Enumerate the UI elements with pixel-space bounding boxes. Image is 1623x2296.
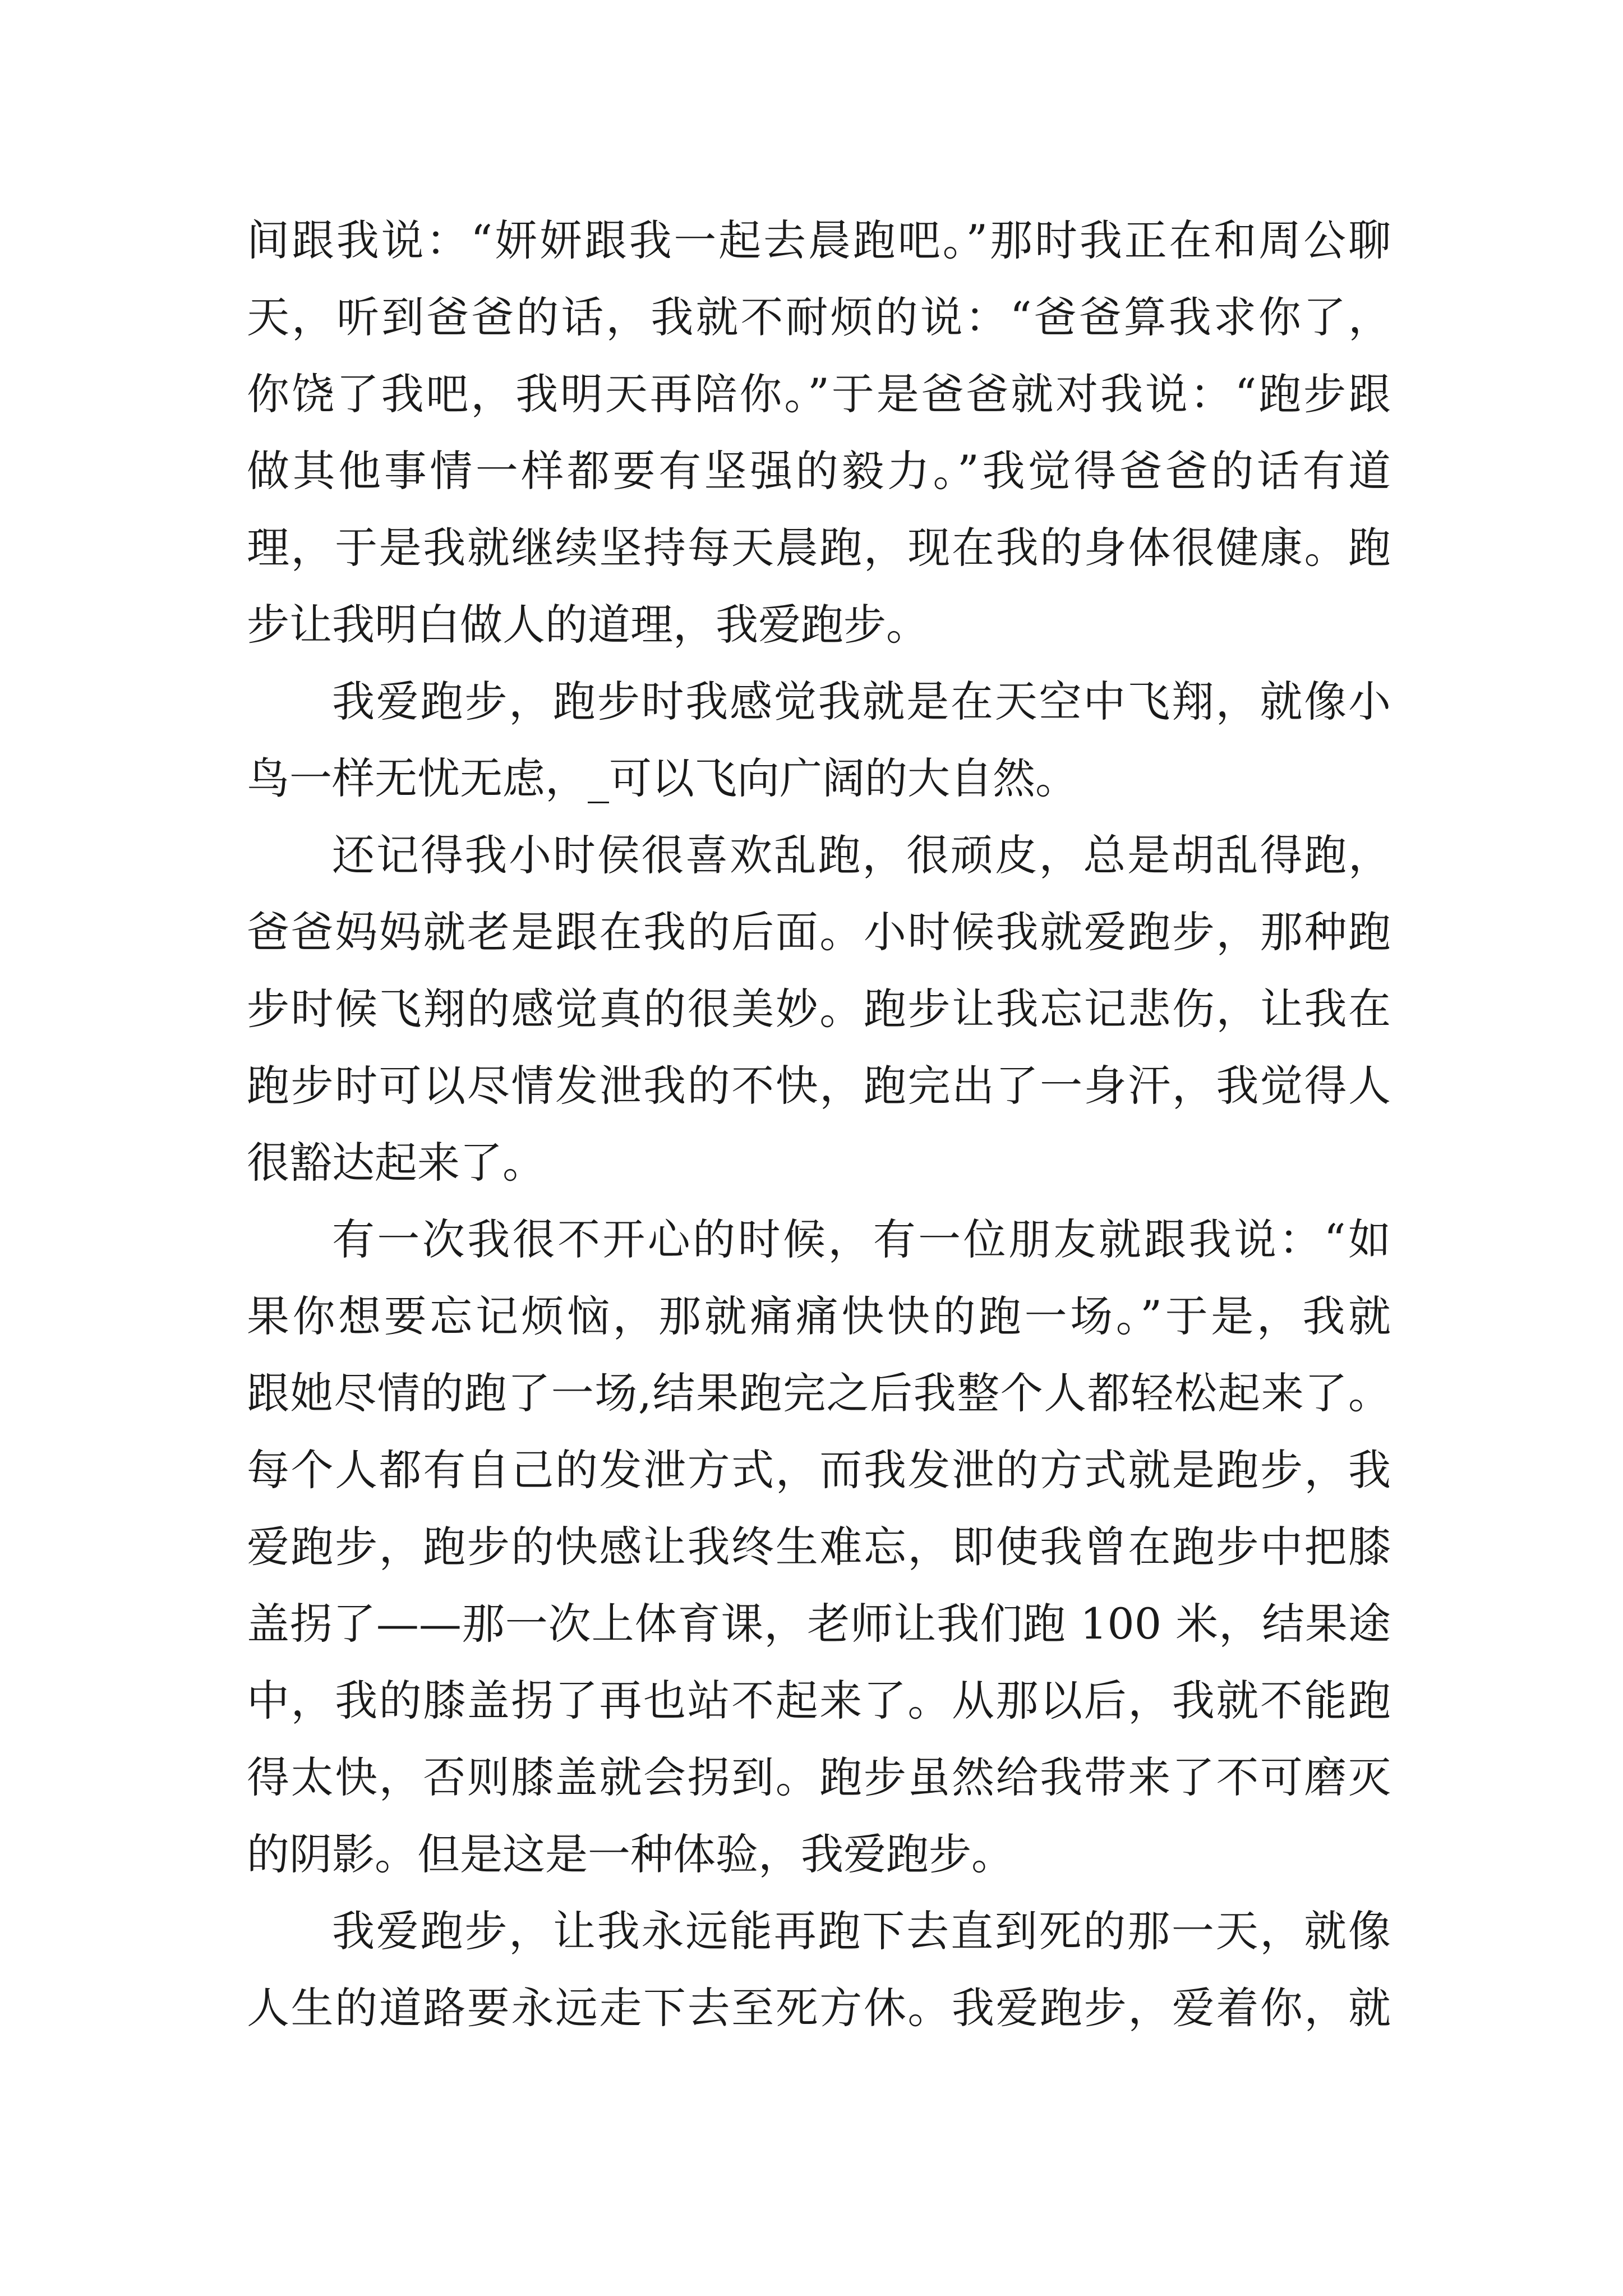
text-line: 间跟我说：“妍妍跟我一起去晨跑吧。”那时我正在和周公聊 — [247, 215, 1391, 265]
text-line: 做其他事情一样都要有坚强的毅力。”我觉得爸爸的话有道 — [247, 446, 1391, 496]
paragraph-first-line: 我爱跑步，让我永远能再跑下去直到死的那一天，就像 — [332, 1906, 1391, 1956]
text-line: 果你想要忘记烦恼，那就痛痛快快的跑一场。”于是，我就 — [247, 1291, 1391, 1341]
text-line: 盖拐了——那一次上体育课，老师让我们跑 100 米，结果途 — [247, 1599, 1391, 1649]
text-line: 步时候飞翔的感觉真的很美妙。跑步让我忘记悲伤，让我在 — [247, 984, 1391, 1034]
text-line: 跑步时可以尽情发泄我的不快，跑完出了一身汗，我觉得人 — [247, 1061, 1391, 1111]
text-line: 跟她尽情的跑了一场,结果跑完之后我整个人都轻松起来了。 — [247, 1368, 1391, 1418]
text-line: 得太快，否则膝盖就会拐到。跑步虽然给我带来了不可磨灭 — [247, 1752, 1391, 1802]
text-line: 理，于是我就继续坚持每天晨跑，现在我的身体很健康。跑 — [247, 523, 1391, 573]
text-line: 人生的道路要永远走下去至死方休。我爱跑步，爱着你，就 — [247, 1983, 1391, 2033]
paragraph-first-line: 有一次我很不开心的时候，有一位朋友就跟我说：“如 — [332, 1214, 1391, 1264]
text-line: 的阴影。但是这是一种体验，我爱跑步。 — [247, 1829, 1014, 1879]
text-line: 你饶了我吧，我明天再陪你。”于是爸爸就对我说：“跑步跟 — [247, 369, 1391, 419]
paragraph-first-line: 我爱跑步，跑步时我感觉我就是在天空中飞翔，就像小 — [332, 677, 1391, 726]
text-line: 中，我的膝盖拐了再也站不起来了。从那以后，我就不能跑 — [247, 1676, 1391, 1726]
text-line: 爸爸妈妈就老是跟在我的后面。小时候我就爱跑步，那种跑 — [247, 907, 1391, 957]
text-line: 很豁达起来了。 — [247, 1138, 545, 1188]
text-line: 鸟一样无忧无虑，_可以飞向广阔的大自然。 — [247, 753, 1078, 803]
essay-body — [247, 202, 1391, 2046]
text-line: 天，听到爸爸的话，我就不耐烦的说：“爸爸算我求你了， — [247, 292, 1391, 342]
text-line: 步让我明白做人的道理，我爱跑步。 — [247, 600, 929, 650]
text-line: 每个人都有自己的发泄方式，而我发泄的方式就是跑步，我 — [247, 1445, 1391, 1495]
text-line: 爱跑步，跑步的快感让我终生难忘，即使我曾在跑步中把膝 — [247, 1522, 1391, 1572]
paragraph-first-line: 还记得我小时侯很喜欢乱跑，很顽皮，总是胡乱得跑， — [332, 830, 1391, 880]
